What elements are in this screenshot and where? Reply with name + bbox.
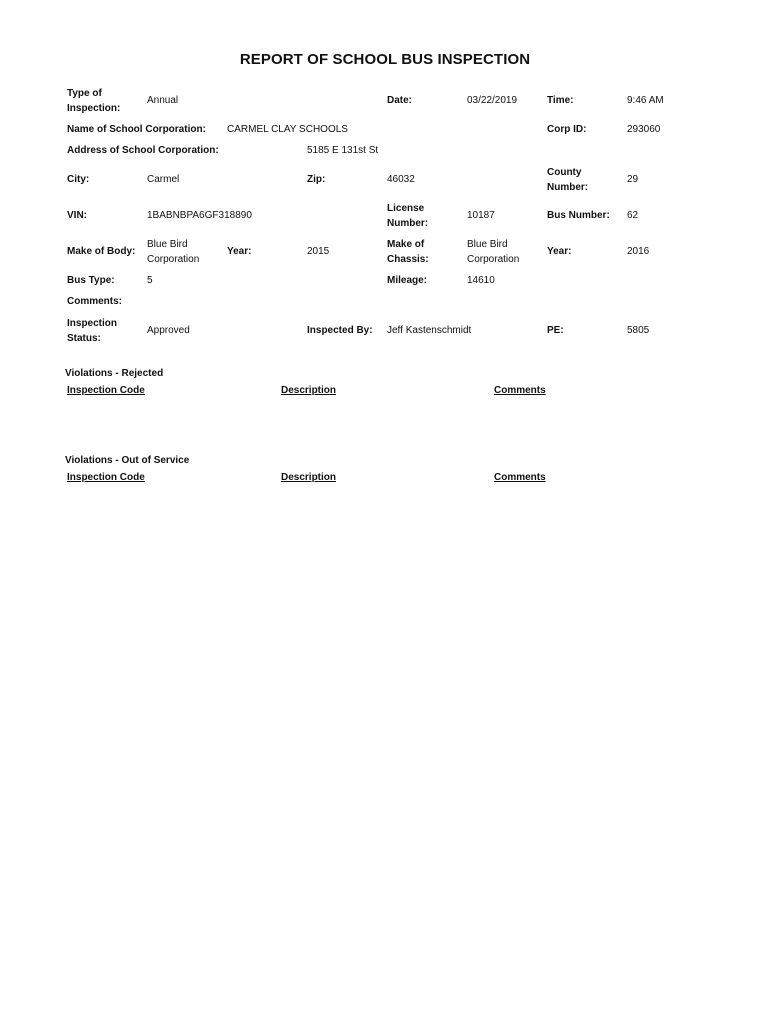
date-label: Date: [387, 95, 413, 106]
violations-oos-col-inspection-code: Inspection Code [67, 472, 145, 483]
type-of-inspection-label-line2: Inspection: [67, 103, 121, 114]
date-value: 03/22/2019 [467, 95, 518, 106]
make-of-chassis-value-line1: Blue Bird [467, 239, 508, 250]
bus-type-value: 5 [147, 275, 153, 286]
make-of-chassis-value [467, 237, 519, 267]
inspection-status-label-line2: Status: [67, 333, 101, 344]
inspected-by-label: Inspected By: [307, 325, 373, 336]
county-number-label-line1: County [547, 167, 582, 178]
pe-value: 5805 [627, 325, 650, 336]
license-number-value: 10187 [467, 210, 495, 221]
bus-number-value: 62 [627, 210, 639, 221]
make-of-chassis-label-line2: Chassis: [387, 254, 429, 265]
license-number-label [387, 201, 428, 231]
violations-rejected-col-comments: Comments [494, 385, 546, 396]
violations-rejected-col-description: Description [281, 385, 337, 396]
make-of-chassis-value-line2: Corporation [467, 254, 520, 265]
make-of-body-label: Make of Body: [67, 246, 136, 257]
mileage-label: Mileage: [387, 275, 428, 286]
time-label: Time: [547, 95, 574, 106]
corp-id-value: 293060 [627, 124, 661, 135]
county-number-value: 29 [627, 174, 639, 185]
bus-type-label: Bus Type: [67, 275, 115, 286]
comments-label: Comments: [67, 296, 123, 307]
corp-id-label: Corp ID: [547, 124, 587, 135]
bus-number-label: Bus Number: [547, 210, 610, 221]
violations-rejected-col-inspection-code: Inspection Code [67, 385, 145, 396]
license-number-label-line1: License [387, 203, 425, 214]
chassis-year-label: Year: [547, 246, 572, 257]
school-corporation-value: CARMEL CLAY SCHOOLS [227, 124, 348, 135]
city-value: Carmel [147, 174, 180, 185]
report-title: REPORT OF SCHOOL BUS INSPECTION [239, 51, 531, 68]
body-year-label: Year: [227, 246, 252, 257]
make-of-chassis-label [387, 237, 429, 267]
inspected-by-value: Jeff Kastenschmidt [387, 325, 472, 336]
inspection-status-value: Approved [147, 325, 190, 336]
violations-rejected-heading: Violations - Rejected [65, 368, 164, 379]
mileage-value: 14610 [467, 275, 495, 286]
violations-oos-col-comments: Comments [494, 472, 546, 483]
school-corporation-label: Name of School Corporation: [67, 124, 206, 135]
vin-label: VIN: [67, 210, 87, 221]
chassis-year-value: 2016 [627, 246, 650, 257]
type-of-inspection-label [67, 86, 120, 116]
city-label: City: [67, 174, 90, 185]
address-label: Address of School Corporation: [67, 145, 219, 156]
type-of-inspection-label-line1: Type of [67, 88, 102, 99]
license-number-label-line2: Number: [387, 218, 429, 229]
make-of-body-value-line1: Blue Bird [147, 239, 188, 250]
body-year-value: 2015 [307, 246, 330, 257]
time-value: 9:46 AM [627, 95, 664, 106]
violations-out-of-service-heading: Violations - Out of Service [65, 455, 190, 466]
make-of-body-value-line2: Corporation [147, 254, 200, 265]
violations-oos-col-description: Description [281, 472, 337, 483]
county-number-label [547, 165, 588, 195]
inspection-status-label-line1: Inspection [67, 318, 118, 329]
zip-value: 46032 [387, 174, 415, 185]
address-value: 5185 E 131st St [307, 145, 379, 156]
zip-label: Zip: [307, 174, 326, 185]
inspection-status-label [67, 316, 117, 346]
county-number-label-line2: Number: [547, 182, 589, 193]
make-of-body-value [147, 237, 199, 267]
type-of-inspection-value: Annual [147, 95, 179, 106]
vin-value: 1BABNBPA6GF318890 [147, 210, 252, 221]
make-of-chassis-label-line1: Make of [387, 239, 425, 250]
pe-label: PE: [547, 325, 564, 336]
